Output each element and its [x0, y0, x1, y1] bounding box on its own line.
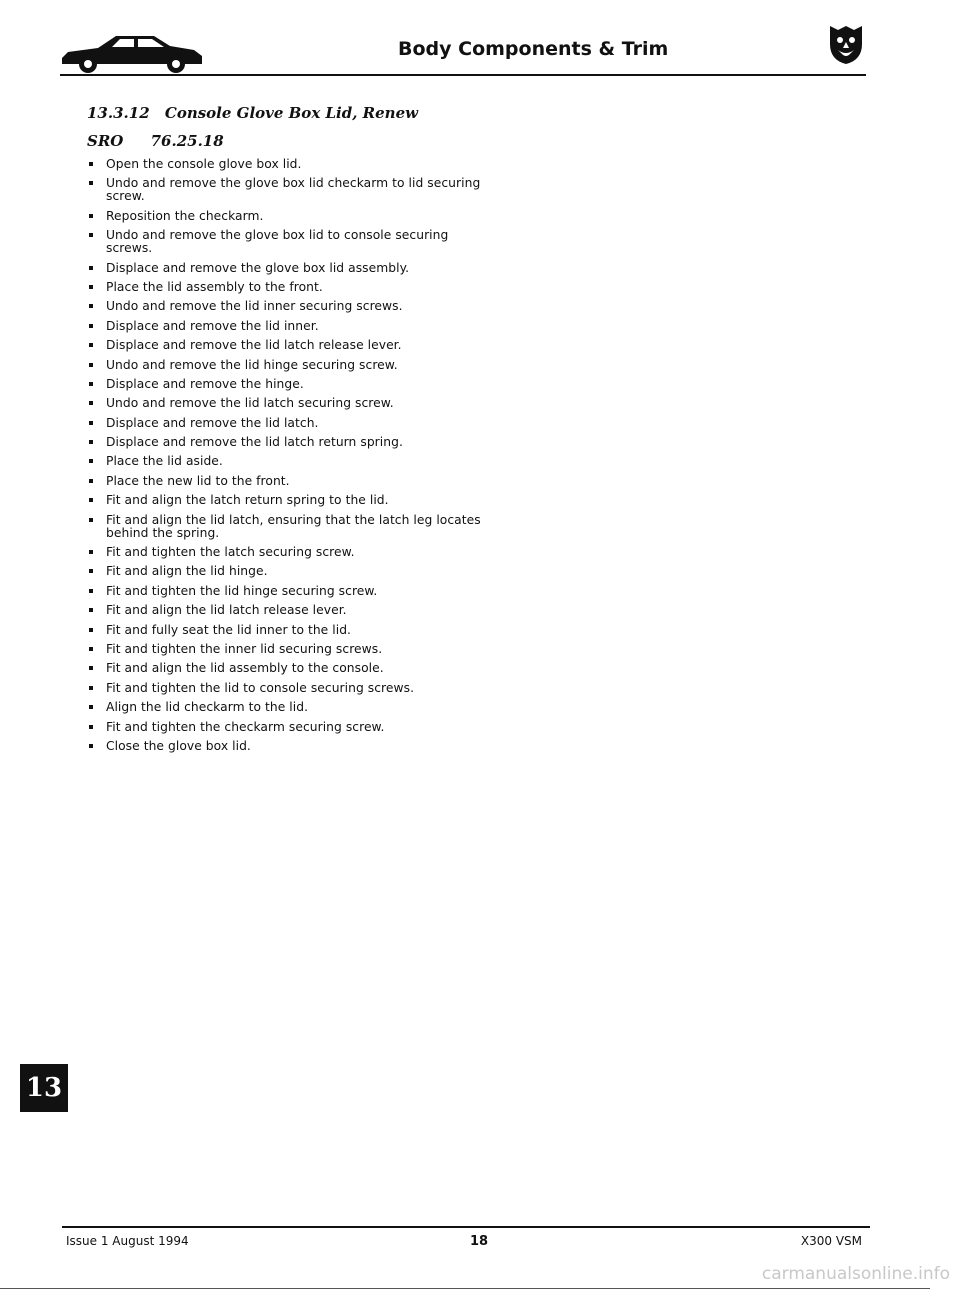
bullet-icon [89, 440, 93, 444]
sro-code: 76.25.18 [150, 132, 224, 150]
step-item [87, 475, 487, 488]
bullet-icon [89, 233, 93, 237]
bullet-icon [89, 285, 93, 289]
bullet-icon [89, 401, 93, 405]
bullet-icon [89, 304, 93, 308]
bullet-icon [89, 725, 93, 729]
section-number: 13.3.12 [87, 104, 150, 122]
step-item [87, 514, 487, 540]
section-heading [87, 104, 487, 122]
step-item [87, 721, 487, 734]
bullet-icon [89, 550, 93, 554]
step-text: Place the new lid to the front. [106, 473, 290, 488]
step-item [87, 624, 487, 637]
procedure-content [87, 104, 487, 759]
bullet-icon [89, 569, 93, 573]
step-item [87, 494, 487, 507]
step-text: Align the lid checkarm to the lid. [106, 700, 309, 715]
step-text: Displace and remove the lid latch. [106, 415, 319, 430]
step-text: Undo and remove the glove box lid checkarm to lid securing screw. [106, 176, 481, 204]
step-text: Fit and align the lid assembly to the console. [106, 661, 384, 676]
bullet-icon [89, 266, 93, 270]
step-text: Undo and remove the lid latch securing screw. [106, 396, 394, 411]
step-item [87, 281, 487, 294]
footer-rule [62, 1226, 870, 1228]
step-item [87, 740, 487, 753]
step-text: Fit and tighten the lid to console securing screws. [106, 680, 415, 695]
step-item [87, 604, 487, 617]
chapter-tab: 13 [20, 1064, 68, 1112]
bullet-icon [89, 666, 93, 670]
sro-label: SRO [87, 132, 124, 150]
step-text: Fit and tighten the inner lid securing screws. [106, 641, 383, 656]
step-item [87, 320, 487, 333]
bullet-icon [89, 162, 93, 166]
bullet-icon [89, 363, 93, 367]
bullet-icon [89, 343, 93, 347]
step-text: Fit and align the latch return spring to the lid. [106, 493, 389, 508]
bottom-rule [0, 1288, 930, 1289]
step-item [87, 701, 487, 714]
bullet-icon [89, 181, 93, 185]
jaguar-head-icon [826, 22, 866, 66]
step-text: Place the lid assembly to the front. [106, 279, 323, 294]
bullet-icon [89, 421, 93, 425]
step-text: Fit and align the lid latch release lever. [106, 603, 347, 618]
step-text: Open the console glove box lid. [106, 157, 302, 171]
step-item [87, 565, 487, 578]
sro-line [87, 132, 487, 150]
bullet-icon [89, 382, 93, 386]
bullet-icon [89, 647, 93, 651]
bullet-icon [89, 686, 93, 690]
bullet-icon [89, 705, 93, 709]
bullet-icon [89, 608, 93, 612]
step-item [87, 682, 487, 695]
footer-doc-id: X300 VSM [800, 1234, 862, 1248]
bullet-icon [89, 628, 93, 632]
step-item [87, 177, 487, 203]
step-item [87, 210, 487, 223]
footer-page-number: 18 [470, 1234, 489, 1249]
step-text: Displace and remove the hinge. [106, 376, 304, 391]
step-text: Fit and tighten the latch securing screw. [106, 545, 355, 560]
step-item [87, 436, 487, 449]
step-item [87, 662, 487, 675]
step-item [87, 546, 487, 559]
step-text: Fit and align the lid latch, ensuring that the latch leg locates behind the spring. [106, 512, 481, 540]
step-item [87, 643, 487, 656]
step-item [87, 585, 487, 598]
steps-list [87, 158, 487, 753]
bullet-icon [89, 479, 93, 483]
header-rule [60, 74, 866, 76]
step-text: Undo and remove the glove box lid to console securing screws. [106, 228, 449, 256]
step-text: Fit and fully seat the lid inner to the lid. [106, 622, 352, 637]
step-text: Close the glove box lid. [106, 738, 251, 753]
step-item [87, 359, 487, 372]
step-text: Fit and tighten the checkarm securing screw. [106, 719, 385, 734]
step-item [87, 339, 487, 352]
step-item [87, 158, 487, 171]
step-item [87, 455, 487, 468]
step-text: Fit and align the lid hinge. [106, 564, 268, 579]
page-header [58, 28, 866, 76]
bullet-icon [89, 589, 93, 593]
bullet-icon [89, 498, 93, 502]
bullet-icon [89, 324, 93, 328]
step-text: Fit and tighten the lid hinge securing screw. [106, 583, 378, 598]
step-text: Place the lid aside. [106, 454, 223, 469]
step-item [87, 262, 487, 275]
bullet-icon [89, 518, 93, 522]
step-text: Reposition the checkarm. [106, 208, 264, 223]
step-item [87, 397, 487, 410]
bullet-icon [89, 214, 93, 218]
step-text: Undo and remove the lid hinge securing screw. [106, 357, 398, 372]
step-text: Displace and remove the lid latch return spring. [106, 435, 403, 450]
footer-issue: Issue 1 August 1994 [66, 1234, 189, 1248]
step-item [87, 378, 487, 391]
car-silhouette-icon [58, 28, 206, 76]
step-text: Displace and remove the lid inner. [106, 318, 319, 333]
step-text: Displace and remove the lid latch release lever. [106, 338, 402, 353]
watermark: carmanualsonline.info [761, 1264, 950, 1284]
step-item [87, 300, 487, 313]
bullet-icon [89, 459, 93, 463]
step-item [87, 417, 487, 430]
step-item [87, 229, 487, 255]
step-text: Displace and remove the glove box lid assembly. [106, 260, 410, 275]
page-title: Body Components & Trim [398, 38, 669, 60]
step-text: Undo and remove the lid inner securing screws. [106, 299, 403, 314]
section-title: Console Glove Box Lid, Renew [164, 104, 419, 122]
bullet-icon [89, 744, 93, 748]
